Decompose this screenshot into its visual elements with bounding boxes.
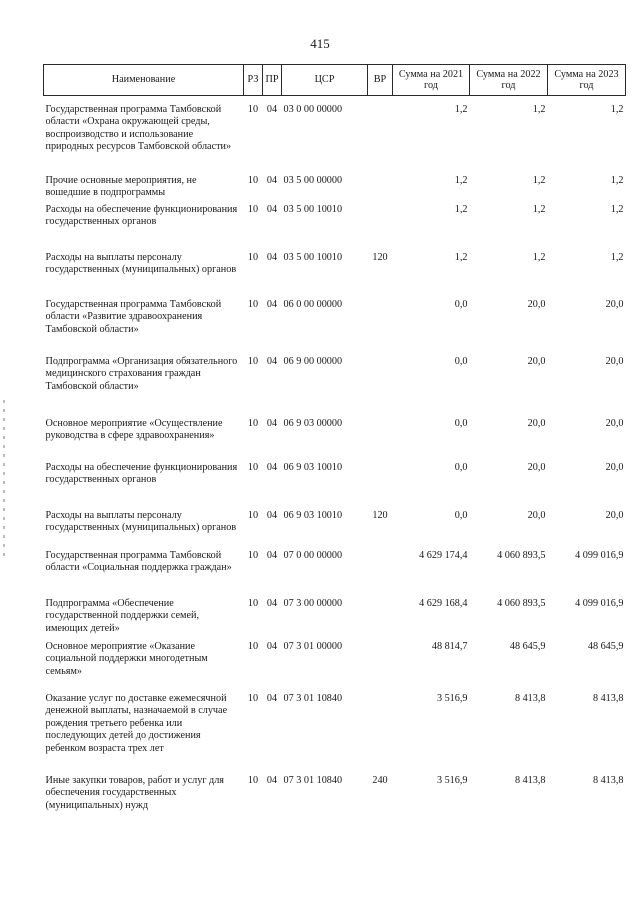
scan-margin-marks xyxy=(3,400,5,560)
row-pr: 04 xyxy=(266,641,278,653)
row-sum-2021: 0,0 xyxy=(454,509,468,521)
row-csr: 07 3 01 10840 xyxy=(283,775,343,787)
table-row xyxy=(44,200,626,246)
row-sum-2022: 4 060 893,5 xyxy=(497,549,546,561)
row-name: Расходы на выплаты персоналу государственных (муниципальных) органов xyxy=(45,509,237,534)
row-pr: 04 xyxy=(266,175,278,186)
row-sum-2022: 1,2 xyxy=(532,175,546,186)
row-csr: 06 9 03 10010 xyxy=(283,461,343,473)
row-sum-2023: 20,0 xyxy=(605,417,624,429)
row-sum-2021: 0,0 xyxy=(454,298,468,310)
row-rz: 10 xyxy=(247,693,259,705)
row-sum-2023: 20,0 xyxy=(605,298,624,310)
header-pr: ПР xyxy=(263,65,282,96)
row-sum-2022: 20,0 xyxy=(527,461,546,473)
row-vr xyxy=(368,458,393,502)
row-vr: 120 xyxy=(372,251,388,263)
row-sum-2023: 4 099 016,9 xyxy=(575,597,624,609)
row-rz: 10 xyxy=(247,251,259,263)
row-pr: 04 xyxy=(266,203,278,215)
row-csr: 07 3 01 10840 xyxy=(283,693,343,705)
row-pr: 04 xyxy=(266,355,278,367)
row-pr: 04 xyxy=(266,775,278,787)
row-csr: 07 3 01 00000 xyxy=(283,641,343,653)
row-vr xyxy=(368,592,393,635)
row-name: Расходы на обеспечение функционирования государственных органов xyxy=(45,203,238,228)
table-row xyxy=(44,246,626,290)
row-rz: 10 xyxy=(247,775,259,787)
row-sum-2023: 1,2 xyxy=(610,203,624,215)
row-rz: 10 xyxy=(247,641,259,653)
row-csr: 03 5 00 10010 xyxy=(283,251,343,263)
header-sum-2022: Сумма на 2022 год xyxy=(470,65,548,96)
row-sum-2023: 20,0 xyxy=(605,509,624,521)
row-pr: 04 xyxy=(266,509,278,521)
row-pr: 04 xyxy=(266,298,278,310)
row-pr: 04 xyxy=(266,461,278,473)
row-sum-2023: 1,2 xyxy=(610,251,624,263)
row-sum-2023: 20,0 xyxy=(605,461,624,473)
row-pr: 04 xyxy=(266,549,278,561)
header-vr: ВР xyxy=(368,65,393,96)
row-name: Подпрограмма «Обеспечение государственной поддержки семей, имеющих детей» xyxy=(45,597,200,634)
budget-table xyxy=(43,64,626,821)
header-name: Наименование xyxy=(44,65,244,96)
row-sum-2023: 48 645,9 xyxy=(587,641,624,653)
row-pr: 04 xyxy=(266,417,278,429)
table-row xyxy=(44,412,626,458)
row-sum-2022: 1,2 xyxy=(532,203,546,215)
table-row xyxy=(44,543,626,592)
table-row xyxy=(44,686,626,771)
row-csr: 03 5 00 00000 xyxy=(283,175,343,186)
row-rz: 10 xyxy=(247,461,259,473)
row-sum-2022: 20,0 xyxy=(527,298,546,310)
row-sum-2021: 0,0 xyxy=(454,461,468,473)
row-sum-2021: 3 516,9 xyxy=(436,693,468,705)
page-number: 415 xyxy=(310,36,330,51)
row-sum-2021: 1,2 xyxy=(454,203,468,215)
row-rz: 10 xyxy=(247,549,259,561)
row-vr xyxy=(368,412,393,458)
row-sum-2023: 4 099 016,9 xyxy=(575,549,624,561)
table-row xyxy=(44,635,626,686)
row-sum-2023: 8 413,8 xyxy=(592,775,624,787)
row-sum-2021: 0,0 xyxy=(454,355,468,367)
table-row xyxy=(44,168,626,200)
row-name: Иные закупки товаров, работ и услуг для обеспечения государственных (муниципальных) нужд xyxy=(45,775,224,811)
row-name: Расходы на обеспечение функционирования государственных органов xyxy=(45,461,238,486)
row-csr: 07 0 00 00000 xyxy=(283,549,343,561)
row-pr: 04 xyxy=(266,104,278,115)
row-name: Государственная программа Тамбовской области «Охрана окружающей среды, воспроизводство и использование природных ресурсов Тамбовской области» xyxy=(45,104,232,153)
table-row xyxy=(44,592,626,635)
row-vr: 240 xyxy=(372,775,388,787)
row-name: Основное мероприятие «Оказание социальной поддержки многодетным семьям» xyxy=(45,641,208,677)
row-sum-2022: 20,0 xyxy=(527,417,546,429)
row-sum-2022: 20,0 xyxy=(527,509,546,521)
header-row xyxy=(44,65,626,96)
row-csr: 06 9 03 10010 xyxy=(283,509,343,521)
row-sum-2021: 4 629 168,4 xyxy=(419,597,468,609)
row-sum-2021: 4 629 174,4 xyxy=(419,549,468,561)
row-rz: 10 xyxy=(247,203,259,215)
row-rz: 10 xyxy=(247,298,259,310)
table-row xyxy=(44,290,626,348)
row-csr: 03 0 00 00000 xyxy=(283,104,343,115)
row-vr xyxy=(368,635,393,686)
row-name: Основное мероприятие «Осуществление руководства в сфере здравоохранения» xyxy=(45,417,223,442)
row-vr xyxy=(368,290,393,348)
row-sum-2023: 8 413,8 xyxy=(592,693,624,705)
row-pr: 04 xyxy=(266,251,278,263)
row-rz: 10 xyxy=(247,597,259,609)
row-sum-2023: 20,0 xyxy=(605,355,624,367)
row-sum-2021: 1,2 xyxy=(454,175,468,186)
row-vr xyxy=(368,543,393,592)
row-sum-2022: 1,2 xyxy=(532,251,546,263)
row-name: Государственная программа Тамбовской области «Социальная поддержка граждан» xyxy=(45,549,232,574)
header-sum-2023: Сумма на 2023 год xyxy=(548,65,626,96)
row-sum-2022: 8 413,8 xyxy=(514,775,546,787)
row-pr: 04 xyxy=(266,597,278,609)
table-header xyxy=(44,65,626,96)
row-csr: 06 9 03 00000 xyxy=(283,417,343,429)
row-sum-2022: 8 413,8 xyxy=(514,693,546,705)
row-csr: 07 3 00 00000 xyxy=(283,597,343,609)
row-sum-2023: 1,2 xyxy=(610,175,624,186)
row-sum-2023: 1,2 xyxy=(610,104,624,115)
row-sum-2021: 1,2 xyxy=(454,104,468,115)
row-rz: 10 xyxy=(247,509,259,521)
row-csr: 06 9 00 00000 xyxy=(283,355,343,367)
row-rz: 10 xyxy=(247,417,259,429)
row-pr: 04 xyxy=(266,693,278,705)
table-row xyxy=(44,771,626,821)
row-name: Расходы на выплаты персоналу государственных (муниципальных) органов xyxy=(45,251,237,276)
row-sum-2022: 20,0 xyxy=(527,355,546,367)
row-vr xyxy=(368,348,393,412)
row-sum-2021: 0,0 xyxy=(454,417,468,429)
row-name: Государственная программа Тамбовской области «Развитие здравоохранения Тамбовской области» xyxy=(45,298,222,335)
row-name: Оказание услуг по доставке ежемесячной денежной выплаты, назначаемой в случае рождения третьего ребенка или последующих детей до достижения ребенком возраста трех лет xyxy=(45,693,228,754)
table-row xyxy=(44,348,626,412)
row-vr xyxy=(368,200,393,246)
row-sum-2022: 1,2 xyxy=(532,104,546,115)
row-csr: 06 0 00 00000 xyxy=(283,298,343,310)
row-sum-2021: 1,2 xyxy=(454,251,468,263)
header-csr: ЦСР xyxy=(282,65,368,96)
row-sum-2021: 3 516,9 xyxy=(436,775,468,787)
row-rz: 10 xyxy=(247,104,259,115)
table-row xyxy=(44,458,626,502)
row-vr: 120 xyxy=(372,509,388,521)
row-rz: 10 xyxy=(247,355,259,367)
row-sum-2021: 48 814,7 xyxy=(431,641,468,653)
row-name: Подпрограмма «Организация обязательного медицинского страхования граждан Тамбовской области» xyxy=(45,355,238,392)
row-sum-2022: 4 060 893,5 xyxy=(497,597,546,609)
table-body xyxy=(44,96,626,822)
header-sum-2021: Сумма на 2021 год xyxy=(393,65,470,96)
row-sum-2022: 48 645,9 xyxy=(509,641,546,653)
row-rz: 10 xyxy=(247,175,259,186)
row-name: Прочие основные мероприятия, не вошедшие в подпрограммы xyxy=(45,175,197,199)
row-vr xyxy=(368,168,393,200)
row-vr xyxy=(368,686,393,771)
header-rz: РЗ xyxy=(244,65,263,96)
table-row xyxy=(44,502,626,543)
row-csr: 03 5 00 10010 xyxy=(283,203,343,215)
table-row xyxy=(44,96,626,169)
row-vr xyxy=(368,96,393,169)
